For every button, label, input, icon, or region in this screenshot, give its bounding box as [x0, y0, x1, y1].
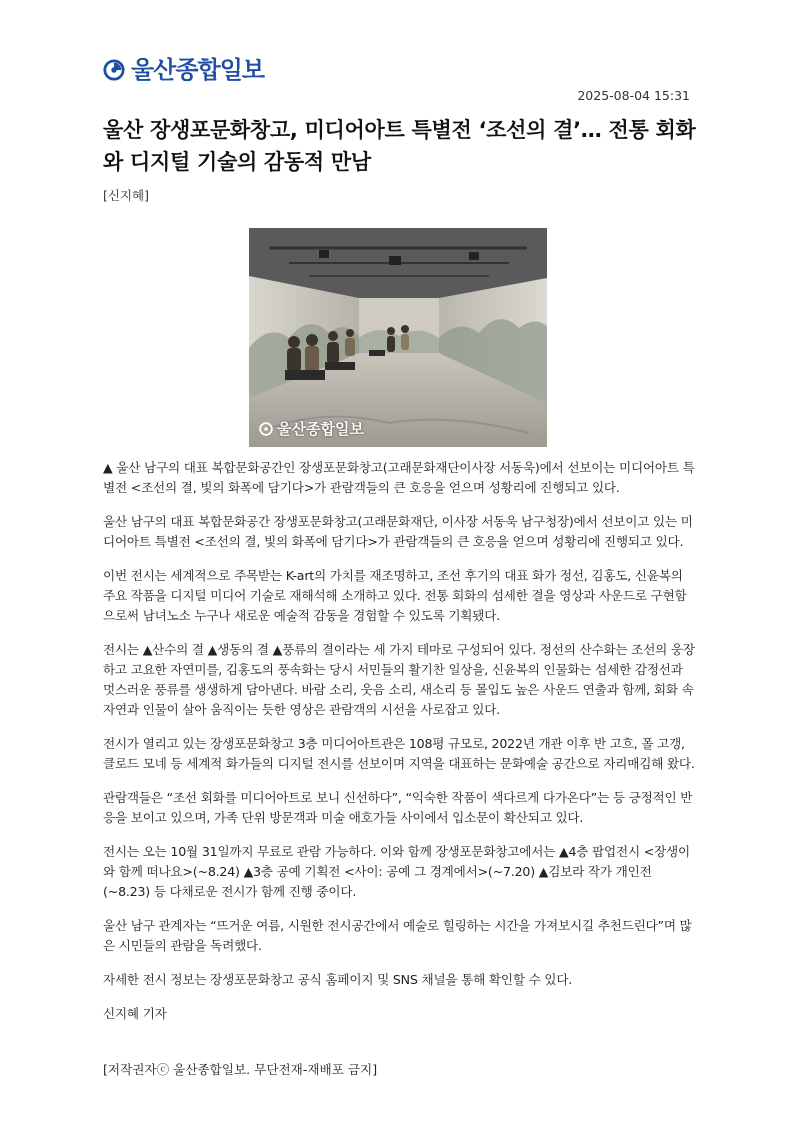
- swirl-logo-icon: [259, 422, 273, 436]
- article-paragraph: 관람객들은 “조선 회화를 미디어아트로 보니 신선하다”, “익숙한 작품이 색다르게 다가온다”는 등 긍정적인 반응을 보이고 있으며, 가족 단위 방문객과 미술 애호가들 사이에서 입소문이 확산되고 있다.: [103, 790, 693, 825]
- logo-text: 울산종합일보: [131, 56, 265, 84]
- article-paragraph: 이번 전시는 세계적으로 주목받는 K-art의 가치를 재조명하고, 조선 후기의 대표 화가 정선, 김홍도, 신윤복의 주요 작품을 디지털 미디어 기술로 재해석해 소개하고 있다. 전통 회화의 섬세한 결을 영상과 사운드로 구현함으로써 남녀노소 누구나 새로운 예술적 감동을 경험할 수 있도록 기획됐다.: [103, 568, 687, 623]
- publish-datetime: 2025-08-04 15:31: [577, 88, 690, 103]
- photo-watermark: [259, 418, 364, 439]
- byline: [신지혜]: [103, 188, 149, 203]
- article-paragraph: 울산 남구 관계자는 “뜨거운 여름, 시원한 전시공간에서 예술로 힐링하는 시간을 가져보시길 추천드린다”며 많은 시민들의 관람을 독려했다.: [103, 918, 692, 953]
- article-paragraph: 전시는 오는 10월 31일까지 무료로 관람 가능하다. 이와 함께 장생포문화창고에서는 ▲4층 팝업전시 <장생이와 함께 떠나요>(~8.24) ▲3층 공예 기획전 <사이: 공예 그 경계에서>(~7.20) ▲김보라 작가 개인전 (~8.23) 등 다채로운 전시가 함께 진행 중이다.: [103, 844, 690, 899]
- article-paragraph: 전시가 열리고 있는 장생포문화창고 3층 미디어아트관은 108평 규모로, 2022년 개관 이후 반 고흐, 폴 고갱, 클로드 모네 등 세계적 화가들의 디지털 전시를 선보이며 지역을 대표하는 문화예술 공간으로 자리매김해 왔다.: [103, 736, 695, 771]
- article-paragraph: 울산 남구의 대표 복합문화공간 장생포문화창고(고래문화재단, 이사장 서동욱 남구청장)에서 선보이고 있는 미디어아트 특별전 <조선의 결, 빛의 화폭에 담기다>가 관람객들의 큰 호응을 얻으며 성황리에 진행되고 있다.: [103, 514, 693, 549]
- article-photo: [249, 228, 547, 447]
- article-headline: 울산 장생포문화창고, 미디어아트 특별전 ‘조선의 결’… 전통 회화와 디지털 기술의 감동적 만남: [103, 118, 696, 174]
- copyright-notice: [저작권자ⓒ 울산종합일보. 무단전재-재배포 금지]: [103, 1062, 378, 1077]
- reporter-name: 신지혜 기자: [103, 1006, 167, 1021]
- exhibition-photo-illustration: [249, 228, 547, 447]
- photo-watermark-text: 울산종합일보: [277, 420, 364, 438]
- photo-caption: ▲ 울산 남구의 대표 복합문화공간인 장생포문화창고(고래문화재단이사장 서동욱)에서 선보이는 미디어아트 특별전 <조선의 결, 빛의 화폭에 담기다>가 관람객들의 큰 호응을 얻으며 성황리에 진행되고 있다.: [103, 460, 695, 495]
- swirl-logo-icon: [103, 59, 125, 81]
- masthead-logo[interactable]: [103, 56, 264, 84]
- article-body: [103, 458, 697, 1038]
- article-paragraph: 자세한 전시 정보는 장생포문화창고 공식 홈페이지 및 SNS 채널을 통해 확인할 수 있다.: [103, 972, 573, 987]
- article-paragraph: 전시는 ▲산수의 결 ▲생동의 결 ▲풍류의 결이라는 세 가지 테마로 구성되어 있다. 정선의 산수화는 조선의 웅장하고 고요한 자연미를, 김홍도의 풍속화는 당시 서민들의 활기찬 일상을, 신윤복의 인물화는 섬세한 감정선과 멋스러운 풍류를 생생하게 담아낸다. 바람 소리, 웃음 소리, 새소리 등 몰입도 높은 사운드 연출과 함께, 회화 속 자연과 인물이 살아 움직이는 듯한 영상은 관람객의 시선을 사로잡고 있다.: [103, 642, 695, 717]
